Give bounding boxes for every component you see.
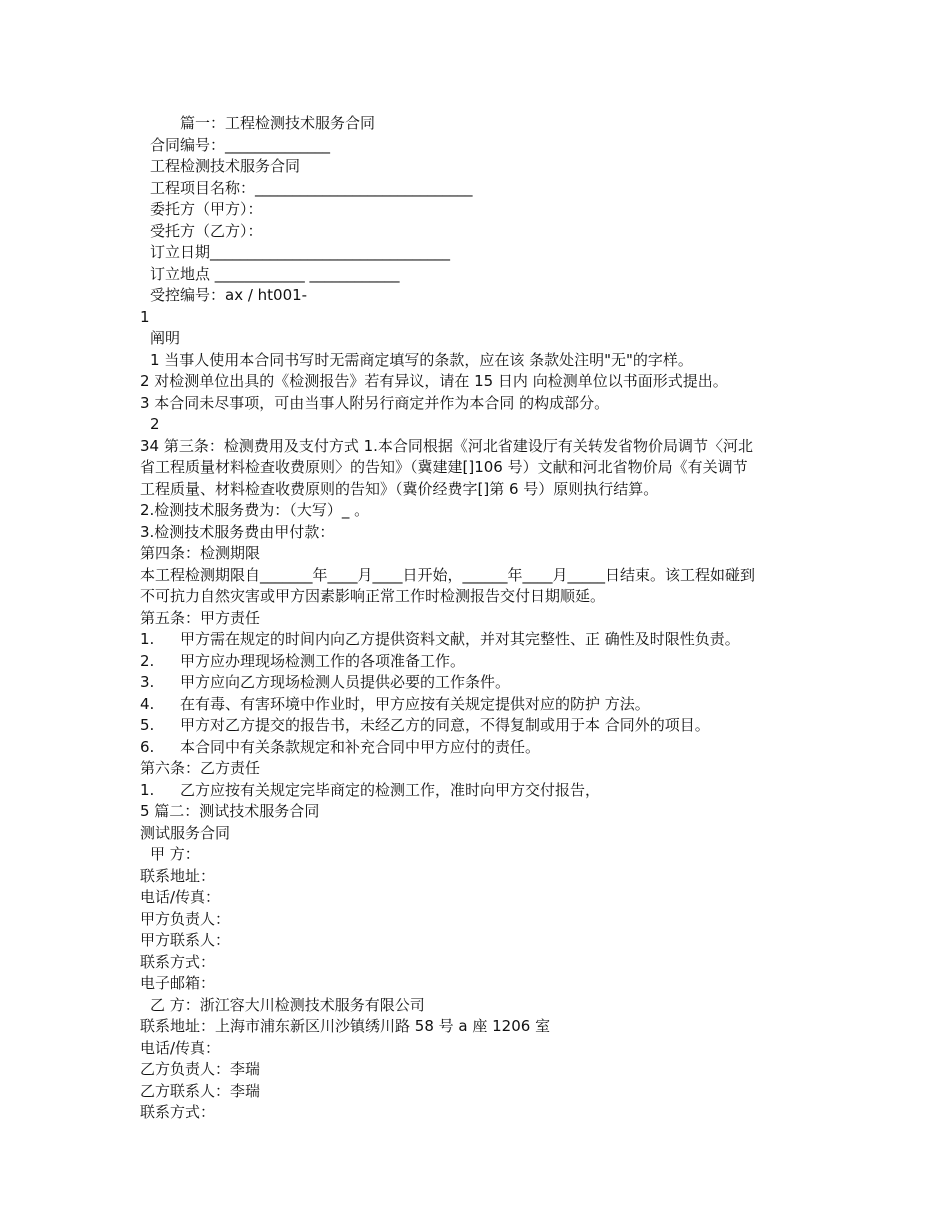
article-3-text: 省工程质量材料检查收费原则〉的告知》（冀建建[]106 号）文献和河北省物价局《有关调节 (140, 458, 748, 476)
list-item (140, 694, 650, 716)
list-item-number: 2. (140, 652, 155, 670)
list-item-text: 本合同中有关条款规定和补充合同中甲方应付的责任。 (180, 738, 541, 756)
article-4-title: 第四条：检测期限 (140, 544, 261, 562)
list-item-text: 甲方对乙方提交的报告书，未经乙方的同意，不得复制或用于本 合同外的项目。 (180, 716, 710, 734)
list-item (140, 672, 510, 694)
party-a-address: 联系地址： (140, 867, 216, 885)
party-a-method: 联系方式： (140, 953, 216, 971)
sign-place-field: 订立地点 ____________ ____________ (150, 265, 400, 283)
contract-subtitle: 测试服务合同 (140, 824, 231, 842)
notice-item: 3 本合同未尽事项，可由当事人附另行商定并作为本合同 的构成部分。 (140, 394, 610, 412)
list-item-number: 1. (140, 781, 155, 799)
section-heading-2: 5 篇二：测试技术服务合同 (140, 802, 320, 820)
list-item-text: 乙方应按有关规定完毕商定的检测工作，准时向甲方交付报告， (180, 781, 601, 799)
list-item-number: 1. (140, 630, 155, 648)
sign-date-field: 订立日期________________________________ (150, 243, 451, 261)
list-item (140, 629, 740, 651)
fee-payment-field: 3.检测技术服务费由甲付款： (140, 523, 335, 541)
list-item (140, 651, 465, 673)
client-party-a: 委托方（甲方）： (150, 200, 263, 218)
notice-title: 阐明 (150, 329, 181, 347)
list-item-text: 甲方应办理现场检测工作的各项准备工作。 (180, 652, 466, 670)
list-item-number: 3. (140, 673, 155, 691)
party-a-email: 电子邮箱： (140, 974, 216, 992)
party-a-leader: 甲方负责人： (140, 910, 231, 928)
list-item-text: 甲方应向乙方现场检测人员提供必要的工作条件。 (180, 673, 511, 691)
list-item-number: 4. (140, 695, 155, 713)
fee-amount-field: 2.检测技术服务费为：（大写）_ 。 (140, 501, 370, 519)
party-b-phone: 电话/传真： (140, 1039, 221, 1057)
party-b-label: 乙 方：浙江容大川检测技术服务有限公司 (150, 996, 425, 1014)
list-item (140, 737, 540, 759)
project-name-field: 工程项目名称：_____________________________ (150, 179, 473, 197)
list-item (140, 715, 710, 737)
contract-subtitle: 工程检测技术服务合同 (150, 157, 301, 175)
page-number: 1 (140, 308, 150, 326)
notice-item: 1 当事人使用本合同书写时无需商定填写的条款，应在该 条款处注明"无"的字样。 (150, 351, 693, 369)
list-item-number: 5. (140, 716, 155, 734)
article-3-text: 工程质量、材料检查收费原则的告知》（冀价经费字[]第 6 号）原则执行结算。 (140, 480, 659, 498)
client-party-b: 受托方（乙方）： (150, 222, 263, 240)
contract-number-field: 合同编号：______________ (150, 136, 331, 154)
party-b-address: 联系地址：上海市浦东新区川沙镇绣川路 58 号 a 座 1206 室 (140, 1017, 551, 1035)
party-a-label: 甲 方： (150, 845, 200, 863)
article-3-text: 34 第三条：检测费用及支付方式 1.本合同根据《河北省建设厅有关转发省物价局调节〈河北 (140, 437, 753, 455)
notice-item: 2 对检测单位出具的《检测报告》若有异议，请在 15 日内 向检测单位以书面形式提出。 (140, 372, 728, 390)
section-heading-1: 篇一：工程检测技术服务合同 (180, 114, 376, 132)
list-item (140, 780, 600, 802)
control-number-field: 受控编号：ax / ht001- (150, 286, 308, 304)
party-b-leader: 乙方负责人：李瑞 (140, 1060, 261, 1078)
party-a-contact: 甲方联系人： (140, 931, 231, 949)
list-item-text: 在有毒、有害环境中作业时，甲方应按有关规定提供对应的防护 方法。 (180, 695, 650, 713)
list-item-text: 甲方需在规定的时间内向乙方提供资料文献，并对其完整性、正 确性及时限性负责。 (180, 630, 740, 648)
article-6-title: 第六条：乙方责任 (140, 759, 261, 777)
party-b-method: 联系方式： (140, 1103, 216, 1121)
list-item-number: 6. (140, 738, 155, 756)
article-4-text: 本工程检测期限自_______年____月____日开始，______年____月_____日结束。该工程如碰到 (140, 566, 756, 584)
article-5-title: 第五条：甲方责任 (140, 609, 261, 627)
page-number: 2 (150, 415, 160, 433)
article-4-text: 不可抗力自然灾害或甲方因素影响正常工作时检测报告交付日期顺延。 (140, 587, 606, 605)
party-b-contact: 乙方联系人：李瑞 (140, 1082, 261, 1100)
party-a-phone: 电话/传真： (140, 888, 221, 906)
